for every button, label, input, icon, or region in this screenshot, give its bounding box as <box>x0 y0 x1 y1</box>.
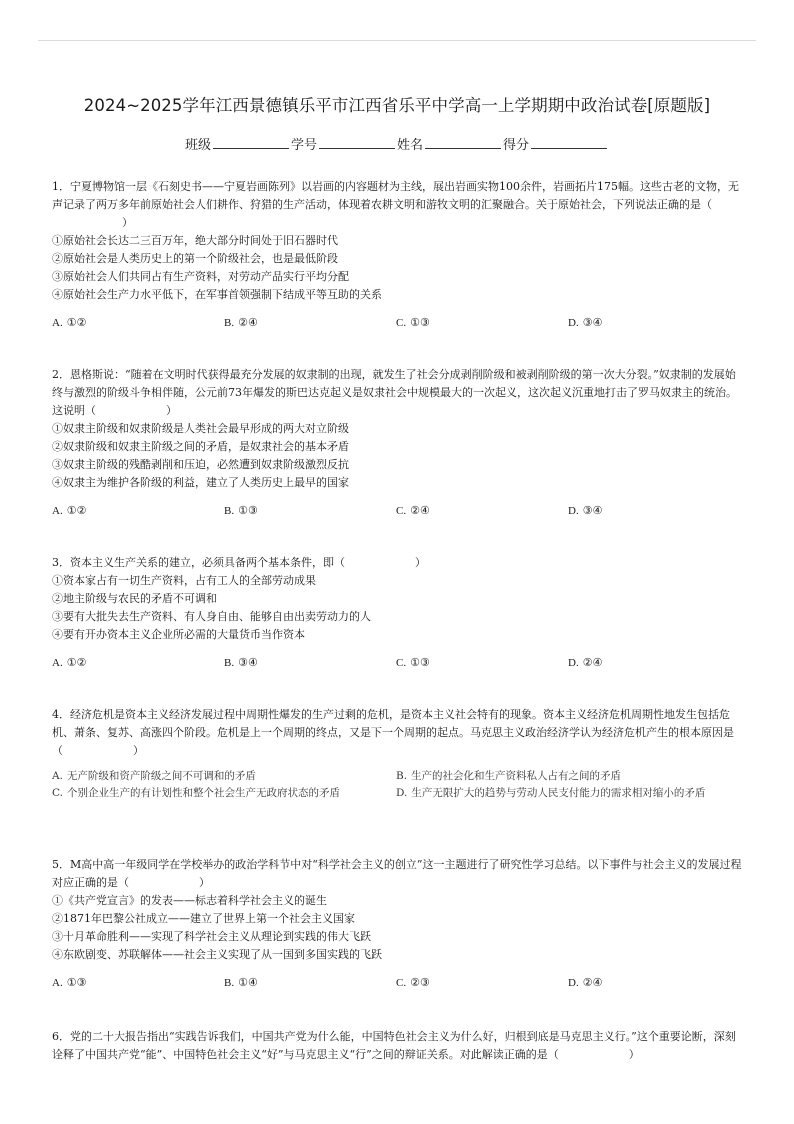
statement: ④东欧剧变、苏联解体——社会主义实现了从一国到多国实践的飞跃 <box>52 948 382 961</box>
question-2 <box>52 366 744 520</box>
student-id-blank[interactable] <box>319 136 395 149</box>
name-field: 姓名 <box>397 134 503 153</box>
statement: ②地主阶级与农民的矛盾不可调和 <box>52 592 217 605</box>
statement: ①奴隶主阶级和奴隶阶级是人类社会最早形成的两大对立阶级 <box>52 422 349 435</box>
top-divider <box>38 40 756 41</box>
student-id-field: 学号 <box>291 134 397 153</box>
question-3 <box>52 554 744 672</box>
question-stem: 3．资本主义生产关系的建立，必须具备两个基本条件，即（ ） <box>52 556 426 569</box>
options <box>52 974 744 992</box>
question-stem: 2．恩格斯说：“随着在文明时代获得最充分发展的奴隶制的出现，就发生了社会分成剥削阶级和被剥削阶级的第一次大分裂。”奴隶制的发展始终与激烈的阶级斗争相伴随，公元前73年爆发的斯巴达克起义是奴隶社会中规模最大的一次起义，这次起义沉重地打击了罗马奴隶主的统治。这说明（ ） <box>52 368 737 417</box>
question-stem: 5．M高中高一年级同学在学校举办的政治学科节中对“科学社会主义的创立”这一主题进行了研究性学习总结。以下事件与社会主义的发展过程对应正确的是（ ） <box>52 858 742 889</box>
score-blank[interactable] <box>531 136 607 149</box>
option-d[interactable]: D. ③④ <box>568 317 603 329</box>
option-b[interactable]: B. ①③ <box>224 505 258 517</box>
statement: ②奴隶阶级和奴隶主阶级之间的矛盾，是奴隶社会的基本矛盾 <box>52 440 349 453</box>
option-c[interactable]: C. ②③ <box>396 977 430 989</box>
statement: ①资本家占有一切生产资料，占有工人的全部劳动成果 <box>52 574 316 587</box>
option-b[interactable]: B. ①④ <box>224 977 258 989</box>
option-a[interactable]: A. ①③ <box>52 977 87 989</box>
class-field: 班级 <box>185 134 291 153</box>
option-a[interactable]: A. ①② <box>52 505 87 517</box>
question-1 <box>52 178 744 332</box>
student-info-line <box>0 134 794 153</box>
question-5 <box>52 856 744 992</box>
question-4 <box>52 706 744 802</box>
statement: ③要有大批失去生产资料、有人身自由、能够自由出卖劳动力的人 <box>52 610 371 623</box>
options <box>52 654 744 672</box>
option-c[interactable]: C. ①③ <box>396 657 430 669</box>
option-d[interactable]: D. ③④ <box>568 505 603 517</box>
statement: ④要有开办资本主义企业所必需的大量货币当作资本 <box>52 628 305 641</box>
statement: ③原始社会人们共同占有生产资料，对劳动产品实行平均分配 <box>52 270 349 283</box>
option-a[interactable]: A. 无产阶级和资产阶级之间不可调和的矛盾 <box>52 770 256 782</box>
statement: ②1871年巴黎公社成立——建立了世界上第一个社会主义国家 <box>52 912 355 925</box>
option-b[interactable]: B. ②④ <box>224 317 258 329</box>
question-stem: 4．经济危机是资本主义经济发展过程中周期性爆发的生产过剩的危机，是资本主义社会特有的现象。资本主义经济危机周期性地发生包括危机、萧条、复苏、高涨四个阶段。危机是上一个周期的终点，又是下一个周期的起点。马克思主义政治经济学认为经济危机产生的根本原因是（ ） <box>52 708 734 757</box>
question-stem: 6．党的二十大报告指出“实践告诉我们，中国共产党为什么能，中国特色社会主义为什么好，归根到底是马克思主义行。”这个重要论断，深刻诠释了中国共产党“能”、中国特色社会主义“好”与马克思主义“行”之间的辩证关系。对此解读正确的是（ ） <box>52 1030 736 1061</box>
options <box>52 768 744 802</box>
statement: ①《共产党宣言》的发表——标志着科学社会主义的诞生 <box>52 894 327 907</box>
class-blank[interactable] <box>213 136 289 149</box>
statement: ④奴隶主为维护各阶级的利益，建立了人类历史上最早的国家 <box>52 476 349 489</box>
page-title: 2024~2025学年江西景德镇乐平市江西省乐平中学高一上学期期中政治试卷[原题版] <box>83 96 711 115</box>
score-field: 得分 <box>503 134 609 153</box>
option-c[interactable]: C. ①③ <box>396 317 430 329</box>
options <box>52 314 744 332</box>
option-c[interactable]: C. 个别企业生产的有计划性和整个社会生产无政府状态的矛盾 <box>52 787 340 799</box>
question-stem: 1．宁夏博物馆一层《石刻史书——宁夏岩画陈列》以岩画的内容题材为主线，展出岩画实物100余件，岩画拓片175幅。这些古老的文物，无声记录了两万多年前原始社会人们耕作、狩猎的生产活动，体现着农耕文明和游牧文明的汇聚融合。关于原始社会，下列说法正确的是（） <box>52 180 739 229</box>
option-d[interactable]: D. 生产无限扩大的趋势与劳动人民支付能力的需求相对缩小的矛盾 <box>396 787 706 799</box>
options <box>52 502 744 520</box>
name-blank[interactable] <box>425 136 501 149</box>
option-a[interactable]: A. ①② <box>52 317 87 329</box>
option-a[interactable]: A. ①② <box>52 657 87 669</box>
question-6 <box>52 1028 744 1064</box>
statement: ③奴隶主阶级的残酷剥削和压迫，必然遭到奴隶阶级激烈反抗 <box>52 458 349 471</box>
statement: ②原始社会是人类历史上的第一个阶级社会，也是最低阶段 <box>52 252 338 265</box>
option-d[interactable]: D. ②④ <box>568 657 603 669</box>
statement: ④原始社会生产力水平低下，在军事首领强制下结成平等互助的关系 <box>52 288 382 301</box>
option-d[interactable]: D. ②④ <box>568 977 603 989</box>
statement: ③十月革命胜利——实现了科学社会主义从理论到实践的伟大飞跃 <box>52 930 371 943</box>
option-b[interactable]: B. 生产的社会化和生产资料私人占有之间的矛盾 <box>396 770 622 782</box>
option-c[interactable]: C. ②④ <box>396 505 430 517</box>
statement: ①原始社会长达二三百万年，绝大部分时间处于旧石器时代 <box>52 234 338 247</box>
option-b[interactable]: B. ③④ <box>224 657 258 669</box>
